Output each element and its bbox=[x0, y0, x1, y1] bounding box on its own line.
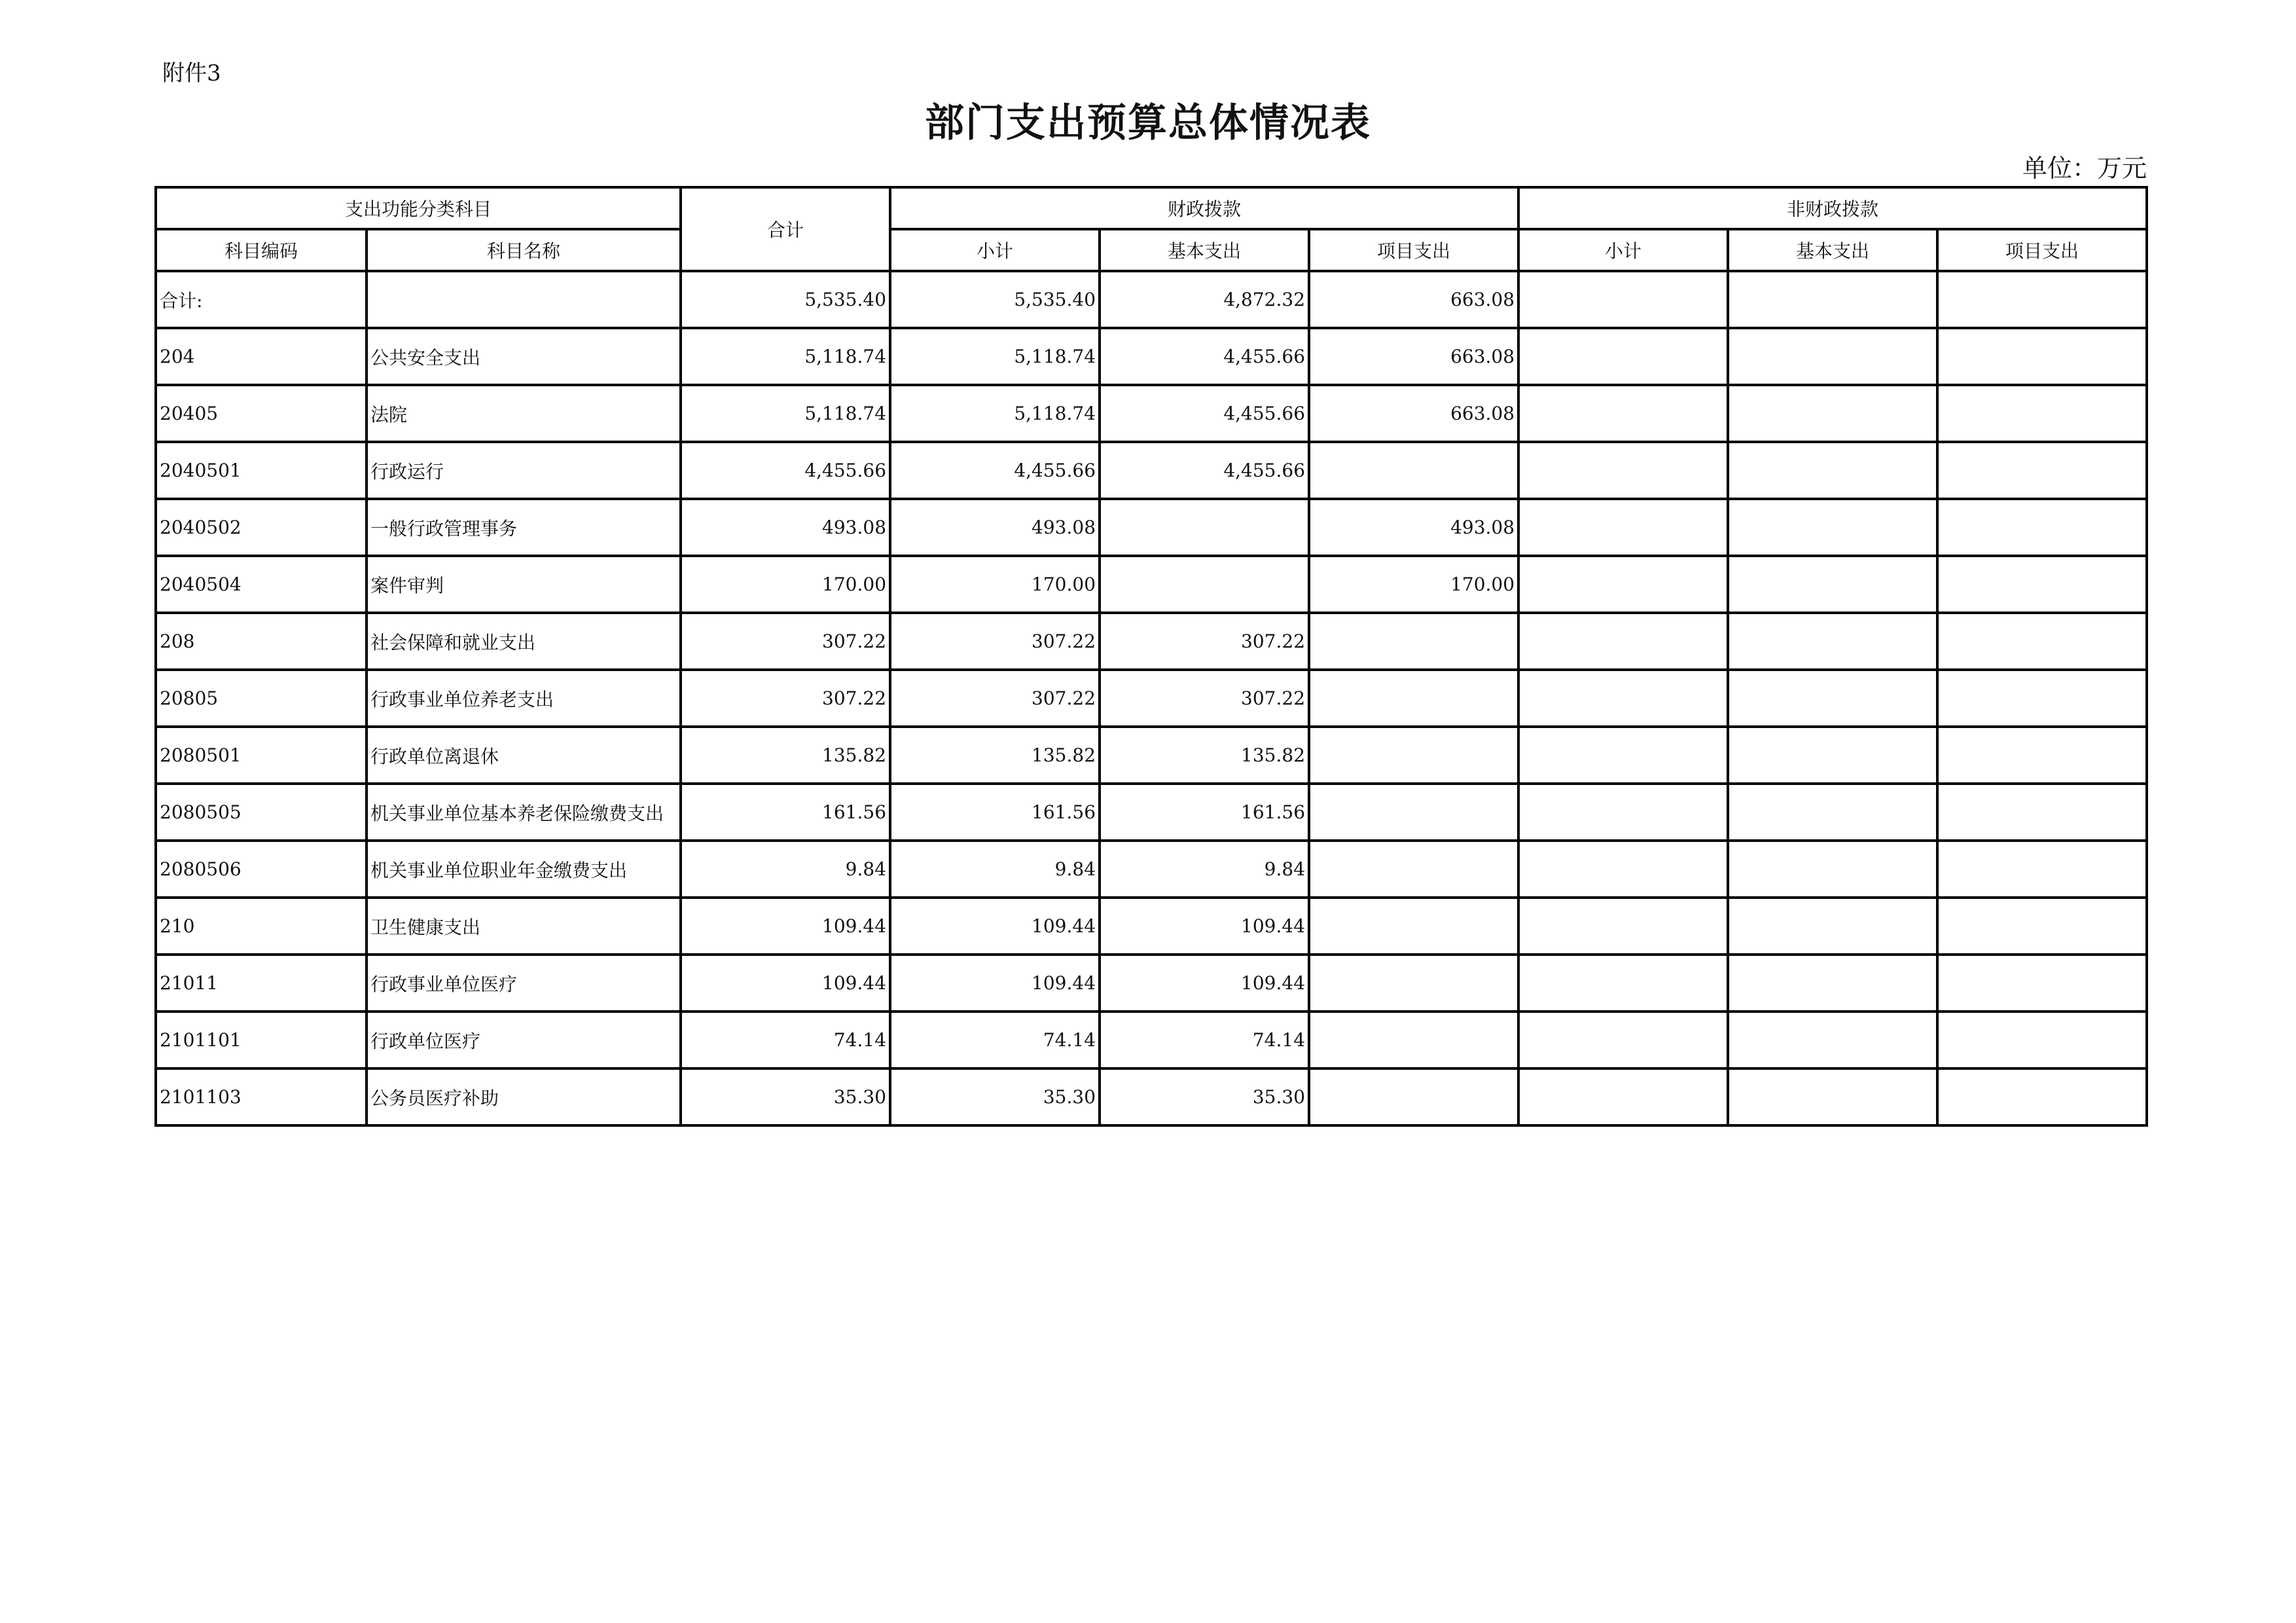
total-cell: 5,118.74 bbox=[681, 328, 890, 385]
nonfiscal-project-cell bbox=[1937, 442, 2147, 499]
total-cell: 109.44 bbox=[681, 898, 890, 955]
nonfiscal-subtotal-cell bbox=[1518, 1012, 1728, 1068]
fiscal-project-cell bbox=[1309, 898, 1518, 955]
table-row bbox=[156, 613, 2147, 670]
nonfiscal-project-cell bbox=[1937, 784, 2147, 841]
header-subject-name: 科目名称 bbox=[367, 229, 681, 271]
subject-code-cell: 208 bbox=[156, 613, 367, 670]
fiscal-basic-cell: 109.44 bbox=[1100, 955, 1309, 1012]
subject-code-cell: 2040504 bbox=[156, 556, 367, 613]
fiscal-project-cell bbox=[1309, 955, 1518, 1012]
nonfiscal-subtotal-cell bbox=[1518, 442, 1728, 499]
nonfiscal-subtotal-cell bbox=[1518, 271, 1728, 328]
nonfiscal-subtotal-cell bbox=[1518, 841, 1728, 898]
total-cell: 4,455.66 bbox=[681, 442, 890, 499]
table-row bbox=[156, 499, 2147, 556]
total-cell: 307.22 bbox=[681, 670, 890, 727]
table-row bbox=[156, 271, 2147, 328]
fiscal-basic-cell bbox=[1100, 556, 1309, 613]
subject-name-cell: 社会保障和就业支出 bbox=[367, 613, 681, 670]
nonfiscal-basic-cell bbox=[1728, 613, 1937, 670]
table-row bbox=[156, 955, 2147, 1012]
nonfiscal-basic-cell bbox=[1728, 955, 1937, 1012]
nonfiscal-basic-cell bbox=[1728, 385, 1937, 442]
subject-name-cell: 卫生健康支出 bbox=[367, 898, 681, 955]
subject-code-cell: 2040502 bbox=[156, 499, 367, 556]
fiscal-subtotal-cell: 161.56 bbox=[890, 784, 1100, 841]
fiscal-project-cell bbox=[1309, 784, 1518, 841]
nonfiscal-project-cell bbox=[1937, 727, 2147, 784]
table-row bbox=[156, 841, 2147, 898]
header-nonfiscal-subtotal: 小计 bbox=[1518, 229, 1728, 271]
fiscal-basic-cell: 4,455.66 bbox=[1100, 442, 1309, 499]
subject-name-cell: 一般行政管理事务 bbox=[367, 499, 681, 556]
nonfiscal-basic-cell bbox=[1728, 1012, 1937, 1068]
fiscal-project-cell bbox=[1309, 670, 1518, 727]
nonfiscal-subtotal-cell bbox=[1518, 385, 1728, 442]
header-subject-code: 科目编码 bbox=[156, 229, 367, 271]
fiscal-basic-cell: 161.56 bbox=[1100, 784, 1309, 841]
fiscal-subtotal-cell: 5,535.40 bbox=[890, 271, 1100, 328]
nonfiscal-subtotal-cell bbox=[1518, 328, 1728, 385]
header-fiscal-basic: 基本支出 bbox=[1100, 229, 1309, 271]
subject-code-cell: 20405 bbox=[156, 385, 367, 442]
fiscal-basic-cell: 9.84 bbox=[1100, 841, 1309, 898]
subject-code-cell: 21011 bbox=[156, 955, 367, 1012]
fiscal-basic-cell: 4,455.66 bbox=[1100, 385, 1309, 442]
fiscal-subtotal-cell: 4,455.66 bbox=[890, 442, 1100, 499]
fiscal-subtotal-cell: 493.08 bbox=[890, 499, 1100, 556]
nonfiscal-basic-cell bbox=[1728, 670, 1937, 727]
table-row bbox=[156, 556, 2147, 613]
header-fiscal-project: 项目支出 bbox=[1309, 229, 1518, 271]
nonfiscal-subtotal-cell bbox=[1518, 613, 1728, 670]
fiscal-subtotal-cell: 5,118.74 bbox=[890, 385, 1100, 442]
page-title: 部门支出预算总体情况表 bbox=[925, 100, 1371, 146]
table-row bbox=[156, 328, 2147, 385]
fiscal-basic-cell: 135.82 bbox=[1100, 727, 1309, 784]
table-row bbox=[156, 784, 2147, 841]
subject-name-cell: 行政运行 bbox=[367, 442, 681, 499]
nonfiscal-project-cell bbox=[1937, 499, 2147, 556]
nonfiscal-basic-cell bbox=[1728, 499, 1937, 556]
fiscal-subtotal-cell: 35.30 bbox=[890, 1068, 1100, 1125]
fiscal-subtotal-cell: 74.14 bbox=[890, 1012, 1100, 1068]
nonfiscal-subtotal-cell bbox=[1518, 1068, 1728, 1125]
nonfiscal-basic-cell bbox=[1728, 784, 1937, 841]
nonfiscal-subtotal-cell bbox=[1518, 670, 1728, 727]
subject-name-cell: 机关事业单位职业年金缴费支出 bbox=[367, 841, 681, 898]
fiscal-project-cell bbox=[1309, 442, 1518, 499]
fiscal-basic-cell: 74.14 bbox=[1100, 1012, 1309, 1068]
nonfiscal-basic-cell bbox=[1728, 556, 1937, 613]
total-cell: 109.44 bbox=[681, 955, 890, 1012]
nonfiscal-project-cell bbox=[1937, 556, 2147, 613]
subject-code-cell: 2101103 bbox=[156, 1068, 367, 1125]
table-body bbox=[156, 271, 2147, 1125]
fiscal-project-cell: 493.08 bbox=[1309, 499, 1518, 556]
fiscal-project-cell bbox=[1309, 841, 1518, 898]
subject-name-cell: 案件审判 bbox=[367, 556, 681, 613]
budget-table bbox=[154, 186, 2148, 1127]
nonfiscal-subtotal-cell bbox=[1518, 727, 1728, 784]
fiscal-basic-cell: 307.22 bbox=[1100, 613, 1309, 670]
table-row bbox=[156, 1012, 2147, 1068]
nonfiscal-project-cell bbox=[1937, 841, 2147, 898]
fiscal-subtotal-cell: 170.00 bbox=[890, 556, 1100, 613]
total-cell: 170.00 bbox=[681, 556, 890, 613]
subject-code-cell: 2080506 bbox=[156, 841, 367, 898]
table-row bbox=[156, 898, 2147, 955]
fiscal-project-cell: 663.08 bbox=[1309, 271, 1518, 328]
nonfiscal-subtotal-cell bbox=[1518, 556, 1728, 613]
attachment-label: 附件3 bbox=[162, 60, 221, 86]
subject-name-cell: 法院 bbox=[367, 385, 681, 442]
header-total: 合计 bbox=[681, 187, 890, 271]
table-header bbox=[156, 187, 2147, 271]
nonfiscal-basic-cell bbox=[1728, 1068, 1937, 1125]
nonfiscal-project-cell bbox=[1937, 955, 2147, 1012]
fiscal-basic-cell bbox=[1100, 499, 1309, 556]
nonfiscal-basic-cell bbox=[1728, 271, 1937, 328]
subject-name-cell bbox=[367, 271, 681, 328]
header-fiscal-subtotal: 小计 bbox=[890, 229, 1100, 271]
subject-code-cell: 20805 bbox=[156, 670, 367, 727]
nonfiscal-project-cell bbox=[1937, 898, 2147, 955]
fiscal-basic-cell: 4,455.66 bbox=[1100, 328, 1309, 385]
total-cell: 5,535.40 bbox=[681, 271, 890, 328]
subject-name-cell: 行政单位离退休 bbox=[367, 727, 681, 784]
table-row bbox=[156, 1068, 2147, 1125]
total-cell: 5,118.74 bbox=[681, 385, 890, 442]
nonfiscal-basic-cell bbox=[1728, 898, 1937, 955]
subject-code-cell: 2080505 bbox=[156, 784, 367, 841]
fiscal-project-cell: 663.08 bbox=[1309, 328, 1518, 385]
nonfiscal-subtotal-cell bbox=[1518, 499, 1728, 556]
subject-name-cell: 公务员医疗补助 bbox=[367, 1068, 681, 1125]
fiscal-basic-cell: 35.30 bbox=[1100, 1068, 1309, 1125]
subject-code-cell: 204 bbox=[156, 328, 367, 385]
subject-name-cell: 机关事业单位基本养老保险缴费支出 bbox=[367, 784, 681, 841]
total-cell: 135.82 bbox=[681, 727, 890, 784]
nonfiscal-basic-cell bbox=[1728, 442, 1937, 499]
nonfiscal-basic-cell bbox=[1728, 841, 1937, 898]
nonfiscal-project-cell bbox=[1937, 1068, 2147, 1125]
fiscal-subtotal-cell: 5,118.74 bbox=[890, 328, 1100, 385]
header-func-category: 支出功能分类科目 bbox=[156, 187, 681, 229]
fiscal-subtotal-cell: 109.44 bbox=[890, 898, 1100, 955]
fiscal-project-cell: 170.00 bbox=[1309, 556, 1518, 613]
nonfiscal-project-cell bbox=[1937, 613, 2147, 670]
fiscal-subtotal-cell: 307.22 bbox=[890, 613, 1100, 670]
subject-name-cell: 行政事业单位养老支出 bbox=[367, 670, 681, 727]
total-cell: 9.84 bbox=[681, 841, 890, 898]
subject-code-cell: 2080501 bbox=[156, 727, 367, 784]
nonfiscal-project-cell bbox=[1937, 271, 2147, 328]
nonfiscal-basic-cell bbox=[1728, 727, 1937, 784]
fiscal-project-cell: 663.08 bbox=[1309, 385, 1518, 442]
subject-name-cell: 公共安全支出 bbox=[367, 328, 681, 385]
subject-name-cell: 行政单位医疗 bbox=[367, 1012, 681, 1068]
total-cell: 35.30 bbox=[681, 1068, 890, 1125]
header-nonfiscal-basic: 基本支出 bbox=[1728, 229, 1937, 271]
fiscal-basic-cell: 307.22 bbox=[1100, 670, 1309, 727]
fiscal-subtotal-cell: 109.44 bbox=[890, 955, 1100, 1012]
fiscal-project-cell bbox=[1309, 613, 1518, 670]
total-cell: 161.56 bbox=[681, 784, 890, 841]
fiscal-subtotal-cell: 9.84 bbox=[890, 841, 1100, 898]
fiscal-project-cell bbox=[1309, 1012, 1518, 1068]
table-row bbox=[156, 727, 2147, 784]
table-row bbox=[156, 442, 2147, 499]
fiscal-project-cell bbox=[1309, 1068, 1518, 1125]
subject-name-cell: 行政事业单位医疗 bbox=[367, 955, 681, 1012]
nonfiscal-project-cell bbox=[1937, 385, 2147, 442]
total-cell: 307.22 bbox=[681, 613, 890, 670]
subject-code-cell: 2040501 bbox=[156, 442, 367, 499]
table-row bbox=[156, 385, 2147, 442]
unit-label: 单位：万元 bbox=[2022, 154, 2147, 183]
nonfiscal-subtotal-cell bbox=[1518, 784, 1728, 841]
nonfiscal-subtotal-cell bbox=[1518, 898, 1728, 955]
header-fiscal: 财政拨款 bbox=[890, 187, 1518, 229]
subject-code-cell: 2101101 bbox=[156, 1012, 367, 1068]
header-nonfiscal-project: 项目支出 bbox=[1937, 229, 2147, 271]
total-cell: 74.14 bbox=[681, 1012, 890, 1068]
subject-code-cell: 合计: bbox=[156, 271, 367, 328]
table-row bbox=[156, 670, 2147, 727]
total-cell: 493.08 bbox=[681, 499, 890, 556]
nonfiscal-project-cell bbox=[1937, 1012, 2147, 1068]
fiscal-subtotal-cell: 307.22 bbox=[890, 670, 1100, 727]
fiscal-subtotal-cell: 135.82 bbox=[890, 727, 1100, 784]
fiscal-project-cell bbox=[1309, 727, 1518, 784]
nonfiscal-basic-cell bbox=[1728, 328, 1937, 385]
subject-code-cell: 210 bbox=[156, 898, 367, 955]
nonfiscal-project-cell bbox=[1937, 328, 2147, 385]
nonfiscal-subtotal-cell bbox=[1518, 955, 1728, 1012]
fiscal-basic-cell: 4,872.32 bbox=[1100, 271, 1309, 328]
fiscal-basic-cell: 109.44 bbox=[1100, 898, 1309, 955]
nonfiscal-project-cell bbox=[1937, 670, 2147, 727]
header-non-fiscal: 非财政拨款 bbox=[1518, 187, 2147, 229]
